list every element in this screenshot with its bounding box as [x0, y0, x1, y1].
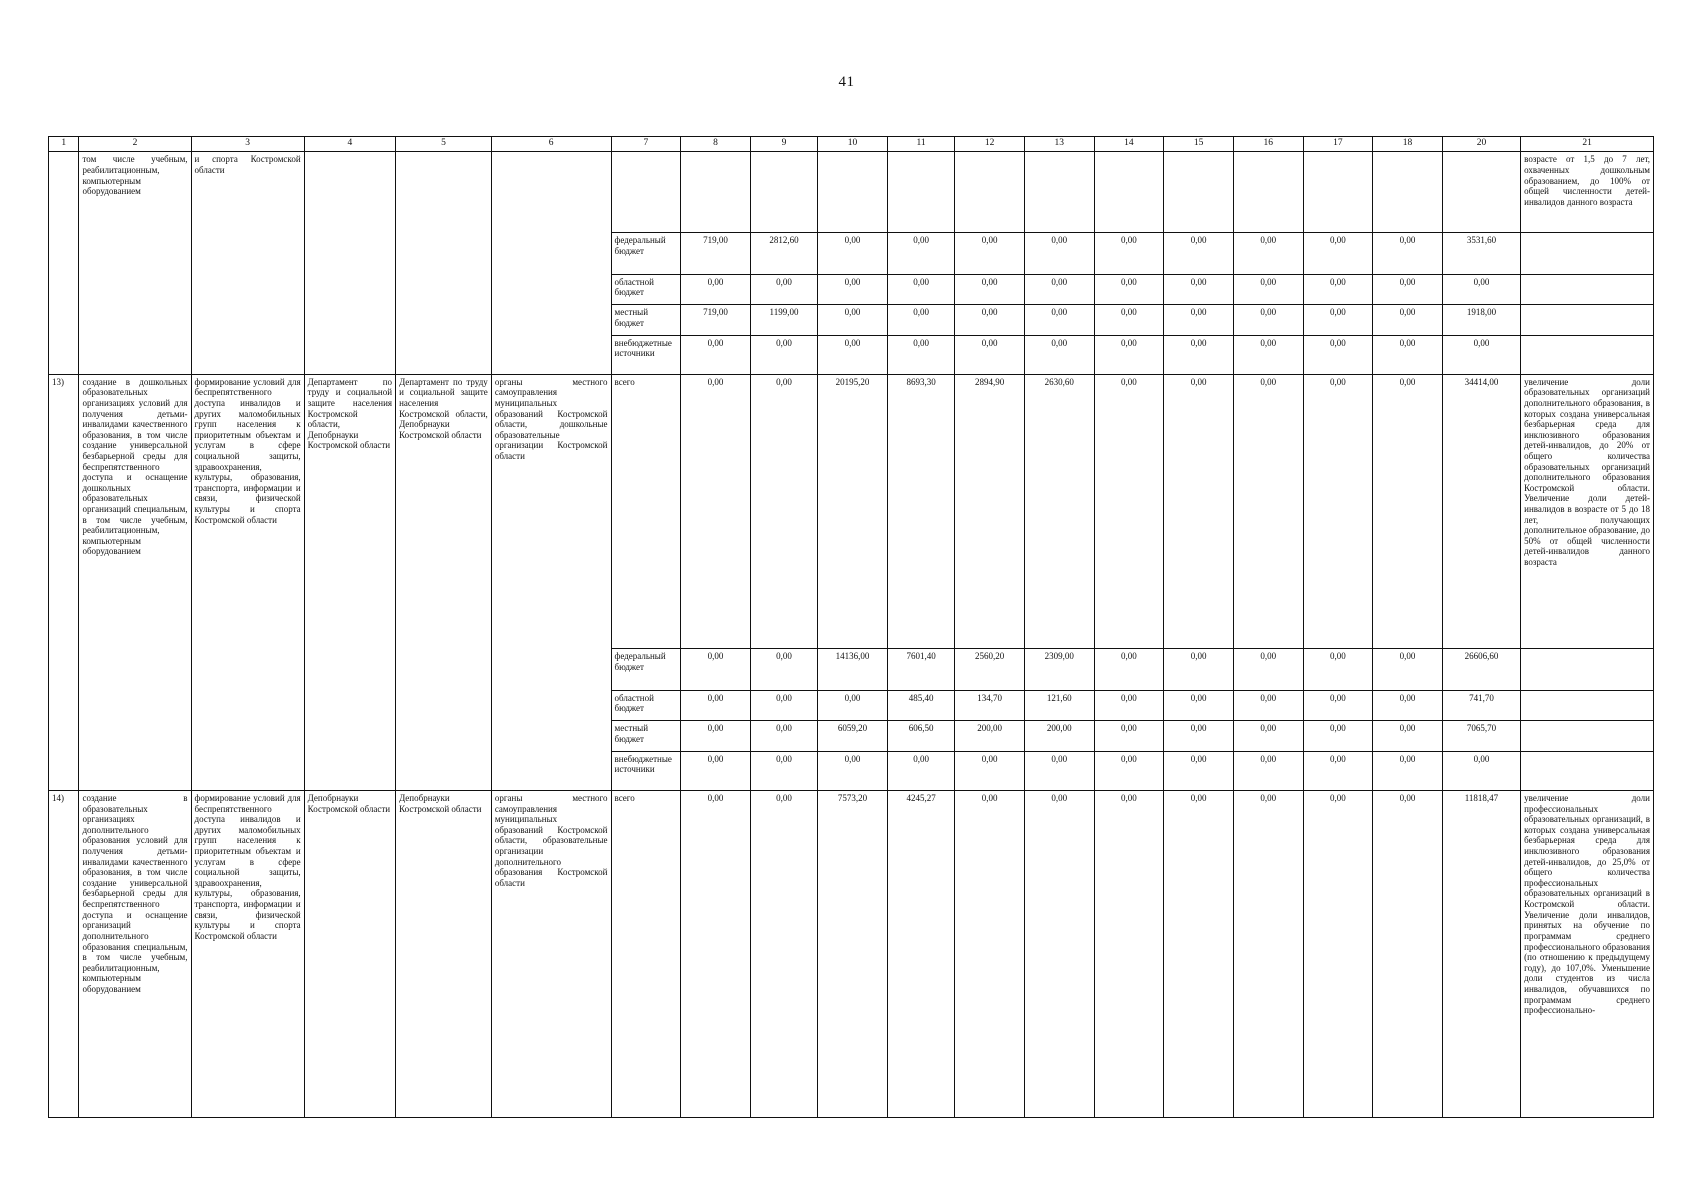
column-number: 9	[750, 137, 817, 152]
coexecutor-cell: Департамент по труду и социальной защите населения Костромской области, Депобрнауки Костромской области	[396, 374, 492, 790]
empty-cell	[887, 152, 954, 233]
column-number: 15	[1164, 137, 1234, 152]
year-amount-cell: 0,00	[750, 790, 817, 1117]
target-indicator-cell: увеличение доли профессиональных образовательных организаций, в которых создана универсальная безбарьерная среда для инклюзивного образования детей-инвалидов, до 25,0% от общего количества профессиональных образовательных организаций в Костромской области. Увеличение доли инвалидов, принятых на обучение по программам среднего профессионального образования (по отношению к предыдущему году), до 107,0%. Уменьшение доли студентов из числа инвалидов, обучавшихся по программам среднего профессионально-	[1521, 790, 1654, 1117]
year-amount-cell: 0,00	[1233, 374, 1303, 649]
year-amount-cell: 0,00	[750, 649, 817, 690]
year-amount-cell: 2894,90	[955, 374, 1025, 649]
year-amount-cell: 20195,20	[818, 374, 888, 649]
year-amount-cell: 0,00	[887, 274, 954, 305]
year-amount-cell: 7573,20	[818, 790, 888, 1117]
year-amount-cell: 0,00	[1233, 690, 1303, 721]
year-amount-cell: 606,50	[887, 721, 954, 752]
year-amount-cell: 0,00	[1233, 649, 1303, 690]
responsible-executor-cell: Департамент по труду и социальной защите населения Костромской области, Депобрнауки Костромской области	[304, 374, 395, 790]
year-amount-cell: 7065,70	[1442, 721, 1520, 752]
year-amount-cell: 0,00	[1303, 790, 1373, 1117]
year-amount-cell: 0,00	[1303, 690, 1373, 721]
year-amount-cell: 0,00	[750, 690, 817, 721]
year-amount-cell: 0,00	[887, 335, 954, 374]
column-number: 2	[79, 137, 191, 152]
year-amount-cell: 0,00	[750, 751, 817, 790]
year-amount-cell: 0,00	[1024, 305, 1094, 336]
year-amount-cell: 0,00	[887, 305, 954, 336]
empty-cell	[1442, 152, 1520, 233]
year-amount-cell: 0,00	[1303, 233, 1373, 274]
year-amount-cell: 0,00	[1373, 649, 1443, 690]
participants-cell: органы местного самоуправления муниципальных образований Костромской области, образовательные организации дополнительного образования Костромской области	[491, 790, 611, 1117]
year-amount-cell: 0,00	[1094, 305, 1164, 336]
year-amount-cell: 3531,60	[1442, 233, 1520, 274]
year-amount-cell: 0,00	[1164, 233, 1234, 274]
year-amount-cell: 34414,00	[1442, 374, 1520, 649]
year-amount-cell: 0,00	[1303, 335, 1373, 374]
year-amount-cell: 0,00	[681, 274, 751, 305]
year-amount-cell: 0,00	[1373, 790, 1443, 1117]
column-number: 20	[1442, 137, 1520, 152]
year-amount-cell: 0,00	[1024, 335, 1094, 374]
year-amount-cell: 0,00	[1164, 751, 1234, 790]
year-amount-cell: 0,00	[1164, 274, 1234, 305]
column-number: 16	[1233, 137, 1303, 152]
year-amount-cell: 0,00	[955, 790, 1025, 1117]
year-amount-cell: 26606,60	[1442, 649, 1520, 690]
continuation-text-row	[49, 152, 1654, 233]
year-amount-cell: 0,00	[1373, 335, 1443, 374]
year-amount-cell: 0,00	[955, 274, 1025, 305]
year-amount-cell: 0,00	[1164, 690, 1234, 721]
column-number: 17	[1303, 137, 1373, 152]
target-indicator-cell: увеличение доли образовательных организаций дополнительного образования, в которых создана универсальная безбарьерная среда для инклюзивного образования детей-инвалидов, до 20% от общего количества образовательных организаций дополнительного образования Костромской области. Увеличение доли детей-инвалидов в возрасте от 5 до 18 лет, получающих дополнительное образование, до 50% от общей численности детей-инвалидов данного возраста	[1521, 374, 1654, 649]
indicator-cell-empty	[1521, 649, 1654, 690]
year-amount-cell: 0,00	[681, 721, 751, 752]
year-amount-cell: 0,00	[1303, 374, 1373, 649]
column-number: 12	[955, 137, 1025, 152]
year-amount-cell: 1918,00	[1442, 305, 1520, 336]
column-number: 8	[681, 137, 751, 152]
indicator-cell-empty	[1521, 274, 1654, 305]
coexecutor-cell: Депобрнауки Костромской области	[396, 790, 492, 1117]
year-amount-cell: 0,00	[1233, 721, 1303, 752]
funding-source-label: внебюджетные источники	[611, 751, 681, 790]
funding-source-label: федеральный бюджет	[611, 649, 681, 690]
funding-source-label: федеральный бюджет	[611, 233, 681, 274]
indicator-cell-empty	[1521, 335, 1654, 374]
year-amount-cell: 0,00	[818, 335, 888, 374]
year-amount-cell: 134,70	[955, 690, 1025, 721]
year-amount-cell: 0,00	[1373, 274, 1443, 305]
year-amount-cell: 0,00	[681, 374, 751, 649]
year-amount-cell: 0,00	[1164, 721, 1234, 752]
year-amount-cell: 0,00	[1164, 305, 1234, 336]
column-number: 18	[1373, 137, 1443, 152]
column-number: 3	[191, 137, 304, 152]
year-amount-cell: 2630,60	[1024, 374, 1094, 649]
year-amount-cell: 200,00	[1024, 721, 1094, 752]
target-indicator-cell: возрасте от 1,5 до 7 лет, охваченных дошкольным образованием, до 100% от общей численности детей-инвалидов данного возраста	[1521, 152, 1654, 233]
column-number: 5	[396, 137, 492, 152]
year-amount-cell: 0,00	[955, 233, 1025, 274]
year-amount-cell: 11818,47	[1442, 790, 1520, 1117]
year-amount-cell: 0,00	[1303, 274, 1373, 305]
indicator-cell-empty	[1521, 751, 1654, 790]
year-amount-cell: 0,00	[1094, 233, 1164, 274]
year-amount-cell: 0,00	[818, 751, 888, 790]
year-amount-cell: 0,00	[1373, 233, 1443, 274]
column-number: 10	[818, 137, 888, 152]
empty-cell	[818, 152, 888, 233]
year-amount-cell: 0,00	[681, 751, 751, 790]
year-amount-cell: 0,00	[681, 690, 751, 721]
year-amount-cell: 0,00	[750, 335, 817, 374]
year-amount-cell: 0,00	[818, 690, 888, 721]
funding-source-label: местный бюджет	[611, 721, 681, 752]
empty-cell	[681, 152, 751, 233]
page-number: 41	[838, 74, 855, 90]
year-amount-cell: 7601,40	[887, 649, 954, 690]
empty-cell	[1373, 152, 1443, 233]
year-amount-cell: 6059,20	[818, 721, 888, 752]
year-amount-cell: 0,00	[1303, 305, 1373, 336]
column-number-row	[49, 137, 1654, 152]
year-amount-cell: 0,00	[681, 790, 751, 1117]
column-number: 1	[49, 137, 79, 152]
year-amount-cell: 0,00	[1373, 721, 1443, 752]
year-amount-cell: 719,00	[681, 305, 751, 336]
row-number-cell: 13)	[49, 374, 79, 790]
year-amount-cell: 0,00	[818, 233, 888, 274]
year-amount-cell: 0,00	[1094, 335, 1164, 374]
year-amount-cell: 0,00	[955, 305, 1025, 336]
activity-name-cell: создание в образовательных организациях дополнительного образования условий для получения детьми-инвалидами качественного образования, в том числе создание универсальной безбарьерной среды для беспрепятственного доступа и оснащение организаций дополнительного образования специальным, в том числе учебным, реабилитационным, компьютерным оборудованием	[79, 790, 191, 1117]
indicator-cell-empty	[1521, 690, 1654, 721]
year-amount-cell: 0,00	[1094, 649, 1164, 690]
year-amount-cell: 0,00	[1373, 374, 1443, 649]
goal-cell: формирование условий для беспрепятственного доступа инвалидов и других маломобильных групп населения к приоритетным объектам и услугам в сфере социальной защиты, здравоохранения, культуры, образования, транспорта, информации и связи, физической культуры и спорта Костромской области	[191, 790, 304, 1117]
year-amount-cell: 14136,00	[818, 649, 888, 690]
participants-cell	[491, 152, 611, 374]
year-amount-cell: 0,00	[887, 233, 954, 274]
year-amount-cell: 2309,00	[1024, 649, 1094, 690]
year-amount-cell: 0,00	[1094, 374, 1164, 649]
activity-name-cell: том числе учебным, реабилитационным, компьютерным оборудованием	[79, 152, 191, 374]
year-amount-cell: 0,00	[681, 335, 751, 374]
year-amount-cell: 121,60	[1024, 690, 1094, 721]
year-amount-cell: 200,00	[955, 721, 1025, 752]
funding-source-label: областной бюджет	[611, 690, 681, 721]
year-amount-cell: 0,00	[1442, 751, 1520, 790]
year-amount-cell: 0,00	[1024, 274, 1094, 305]
year-amount-cell: 1199,00	[750, 305, 817, 336]
year-amount-cell: 0,00	[1094, 721, 1164, 752]
year-amount-cell: 0,00	[887, 751, 954, 790]
funding-source-row	[49, 790, 1654, 1117]
year-amount-cell: 741,70	[1442, 690, 1520, 721]
year-amount-cell: 0,00	[1373, 690, 1443, 721]
year-amount-cell: 0,00	[1164, 649, 1234, 690]
funding-source-label: всего	[611, 374, 681, 649]
year-amount-cell: 8693,30	[887, 374, 954, 649]
goal-cell: формирование условий для беспрепятственного доступа инвалидов и других маломобильных групп населения к приоритетным объектам и услугам в сфере социальной защиты, здравоохранения, культуры, образования, транспорта, информации и связи, физической культуры и спорта Костромской области	[191, 374, 304, 790]
year-amount-cell: 0,00	[1233, 274, 1303, 305]
year-amount-cell: 0,00	[750, 374, 817, 649]
year-amount-cell: 2560,20	[955, 649, 1025, 690]
year-amount-cell: 0,00	[1164, 335, 1234, 374]
year-amount-cell: 0,00	[818, 274, 888, 305]
funding-source-row	[49, 374, 1654, 649]
year-amount-cell: 0,00	[955, 751, 1025, 790]
year-amount-cell: 0,00	[1303, 649, 1373, 690]
empty-cell	[955, 152, 1025, 233]
year-amount-cell: 0,00	[750, 274, 817, 305]
column-number: 11	[887, 137, 954, 152]
year-amount-cell: 485,40	[887, 690, 954, 721]
year-amount-cell: 0,00	[1094, 690, 1164, 721]
year-amount-cell: 0,00	[1024, 751, 1094, 790]
year-amount-cell: 0,00	[1164, 374, 1234, 649]
empty-cell	[1024, 152, 1094, 233]
empty-cell	[750, 152, 817, 233]
year-amount-cell: 0,00	[1303, 751, 1373, 790]
empty-cell	[1233, 152, 1303, 233]
year-amount-cell: 0,00	[1442, 274, 1520, 305]
year-amount-cell: 0,00	[818, 305, 888, 336]
year-amount-cell: 0,00	[1233, 305, 1303, 336]
coexecutor-cell	[396, 152, 492, 374]
year-amount-cell: 0,00	[1373, 305, 1443, 336]
activity-name-cell: создание в дошкольных образовательных организациях условий для получения детьми-инвалидами качественного образования, в том числе создание универсальной безбарьерной среды для беспрепятственного доступа и оснащение дошкольных образовательных организаций специальным, в том числе учебным, реабилитационным, компьютерным оборудованием	[79, 374, 191, 790]
funding-source-label: местный бюджет	[611, 305, 681, 336]
year-amount-cell: 0,00	[750, 721, 817, 752]
column-number: 13	[1024, 137, 1094, 152]
row-number-cell	[49, 152, 79, 374]
column-number: 6	[491, 137, 611, 152]
year-amount-cell: 0,00	[1164, 790, 1234, 1117]
year-amount-cell: 0,00	[681, 649, 751, 690]
responsible-executor-cell: Депобрнауки Костромской области	[304, 790, 395, 1117]
indicator-cell-empty	[1521, 305, 1654, 336]
year-amount-cell: 0,00	[1442, 335, 1520, 374]
empty-cell	[611, 152, 681, 233]
row-number-cell: 14)	[49, 790, 79, 1117]
year-amount-cell: 0,00	[1233, 790, 1303, 1117]
participants-cell: органы местного самоуправления муниципальных образований Костромской области, дошкольные образовательные организации Костромской области	[491, 374, 611, 790]
column-number: 7	[611, 137, 681, 152]
year-amount-cell: 0,00	[1024, 790, 1094, 1117]
year-amount-cell: 0,00	[1233, 335, 1303, 374]
column-number: 21	[1521, 137, 1654, 152]
year-amount-cell: 0,00	[1373, 751, 1443, 790]
funding-source-label: внебюджетные источники	[611, 335, 681, 374]
funding-source-label: всего	[611, 790, 681, 1117]
goal-cell: и спорта Костромской области	[191, 152, 304, 374]
year-amount-cell: 719,00	[681, 233, 751, 274]
year-amount-cell: 2812,60	[750, 233, 817, 274]
empty-cell	[1164, 152, 1234, 233]
indicator-cell-empty	[1521, 721, 1654, 752]
year-amount-cell: 0,00	[1233, 751, 1303, 790]
funding-source-label: областной бюджет	[611, 274, 681, 305]
responsible-executor-cell	[304, 152, 395, 374]
column-number: 4	[304, 137, 395, 152]
year-amount-cell: 4245,27	[887, 790, 954, 1117]
empty-cell	[1094, 152, 1164, 233]
year-amount-cell: 0,00	[1303, 721, 1373, 752]
program-activities-table	[48, 136, 1654, 1118]
indicator-cell-empty	[1521, 233, 1654, 274]
year-amount-cell: 0,00	[955, 335, 1025, 374]
column-number: 14	[1094, 137, 1164, 152]
year-amount-cell: 0,00	[1094, 790, 1164, 1117]
year-amount-cell: 0,00	[1094, 274, 1164, 305]
empty-cell	[1303, 152, 1373, 233]
year-amount-cell: 0,00	[1233, 233, 1303, 274]
year-amount-cell: 0,00	[1024, 233, 1094, 274]
year-amount-cell: 0,00	[1094, 751, 1164, 790]
